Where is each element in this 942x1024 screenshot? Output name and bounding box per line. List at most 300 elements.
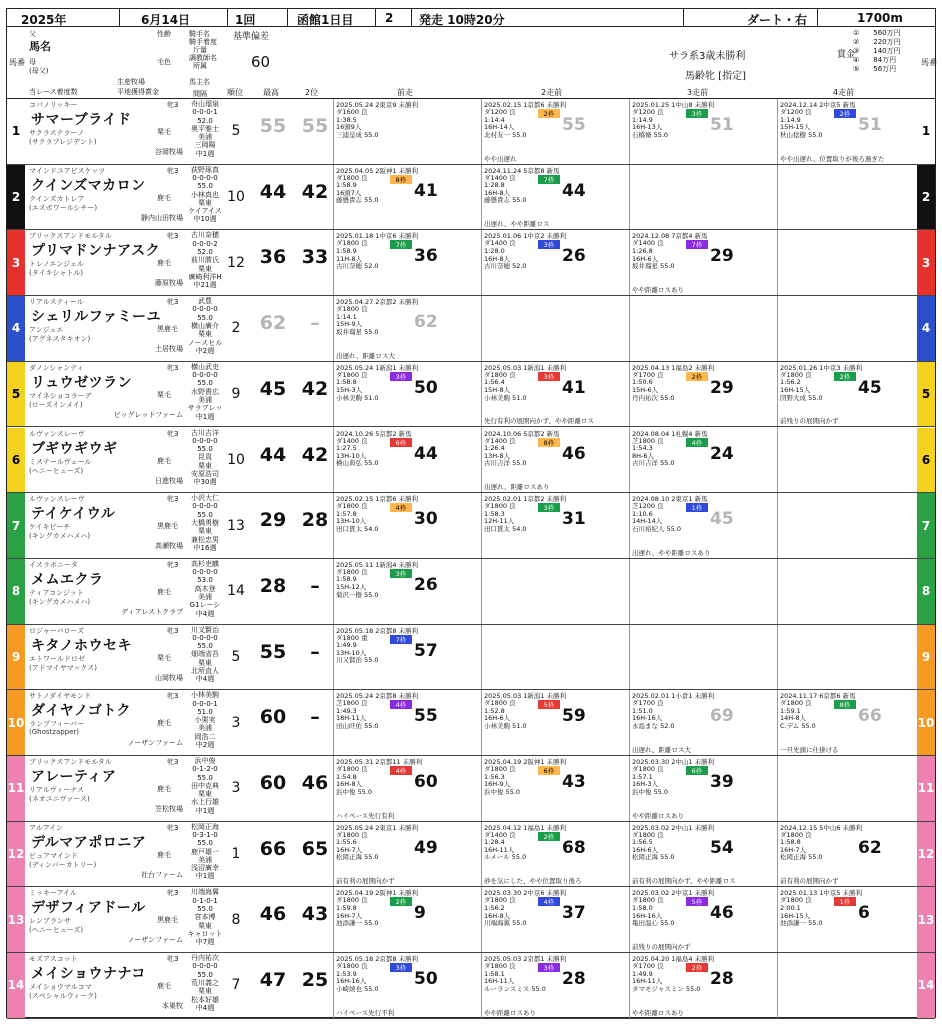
course: ダート・右 <box>747 13 808 27</box>
weight-head: 斤量 <box>193 46 207 54</box>
best-score: 60 <box>259 772 287 794</box>
rank: 3 <box>231 780 241 797</box>
best-score: 60 <box>259 706 287 729</box>
race-body-line: 1:59.8 <box>336 903 357 912</box>
race-body-line: 小崎綾也 55.0 <box>336 984 379 993</box>
horse-row <box>7 296 935 362</box>
race-body-line: 松岡正海 55.0 <box>632 853 675 862</box>
trainer: 高木登 <box>194 584 216 593</box>
race-body-line: 16H-13人 <box>632 123 663 132</box>
race-body-line: ダ1700 良 <box>632 962 664 971</box>
past-race[interactable] <box>481 99 629 164</box>
past-race[interactable] <box>777 165 925 230</box>
jockey: 小林美駒 <box>191 691 219 700</box>
umaban-head-right: 馬番 <box>921 58 937 67</box>
past-race[interactable] <box>777 756 925 821</box>
dam-name: クインズカトレア <box>29 194 85 203</box>
race-body-line: 16H-16人 <box>336 977 367 986</box>
race-body-line: 1:26.4 <box>484 444 505 453</box>
past-race[interactable] <box>777 99 925 164</box>
prev2-head: 2走前 <box>541 88 563 97</box>
jockey-info <box>187 691 223 749</box>
race-head: 2024.10.26 5京都2 新馬 <box>336 429 412 438</box>
year: 2025年 <box>21 13 67 27</box>
past-race[interactable] <box>481 756 629 821</box>
horse-name[interactable]: サマーブライド <box>31 112 132 128</box>
coat-head: 毛色 <box>157 58 171 66</box>
gate-badge: 3枠 <box>390 963 412 972</box>
best-score: 46 <box>259 903 287 926</box>
gate-badge: 4枠 <box>390 766 412 775</box>
past-race[interactable] <box>333 822 481 887</box>
race-note: 前有利の展開向かず <box>780 877 839 886</box>
jockey-record: 0-0-0-2 <box>192 239 218 248</box>
past-race[interactable] <box>481 953 629 1018</box>
race-head: 2025.05.03 1新潟1 未勝利 <box>484 363 567 372</box>
race-body-line: ダ1800 良 <box>336 502 368 511</box>
past-race[interactable] <box>481 362 629 427</box>
sire-name: ブリックスアンドモルタル <box>29 758 112 766</box>
race-body <box>632 700 675 730</box>
race-body-line: 1:54.3 <box>632 444 653 453</box>
race-body-line: ダ1600 良 <box>336 108 368 116</box>
gate-badge: 2枠 <box>834 109 856 118</box>
past-race[interactable] <box>777 690 925 755</box>
race-score: 60 <box>414 772 438 792</box>
race-body-line: ダ1800 良 <box>336 239 368 248</box>
jockey: 古川吉洋 <box>191 428 219 437</box>
race-body-line: 16H-8人 <box>336 780 363 789</box>
past-race[interactable] <box>777 559 925 624</box>
coat-color: 黒鹿毛 <box>157 522 178 531</box>
past-race[interactable] <box>333 493 481 558</box>
race-note: 前有利の展開向かず <box>336 877 395 886</box>
race-body-line: 1:58.8 <box>336 378 357 387</box>
horse-name[interactable]: シェリルファミーユ <box>31 309 161 326</box>
dam-name: ティアコンジット <box>29 588 84 597</box>
race-head: 2025.04.20 1福島4 未勝利 <box>632 955 715 964</box>
horse-number-right: 2 <box>917 165 935 230</box>
past-race[interactable] <box>481 690 629 755</box>
race-body-line: 1:56.4 <box>484 378 505 387</box>
past-race[interactable] <box>481 887 629 952</box>
coat-color: 栗毛 <box>157 390 171 399</box>
past-race[interactable] <box>777 296 925 361</box>
race-body-line: ダ1800 良 <box>336 305 368 314</box>
damsire-name: (ヘニーヒューズ) <box>29 466 84 475</box>
past-race[interactable] <box>333 887 481 952</box>
race-body-line: ダ1800 良 <box>336 830 368 839</box>
breeder: 高瀬牧場 <box>155 542 183 551</box>
race-score: 62 <box>414 312 438 333</box>
trainer: 小栗実 <box>194 716 216 725</box>
past-race[interactable] <box>481 559 629 624</box>
past-race[interactable] <box>777 428 925 493</box>
gate-badge: 2枠 <box>834 372 856 381</box>
past-race[interactable] <box>777 953 925 1018</box>
sire-name: ルヴァンスレーヴ <box>29 495 85 504</box>
horse-number-right: 4 <box>917 296 935 361</box>
race-body-line: 1:55.6 <box>336 838 357 847</box>
sex-age: 牝3 <box>167 626 179 635</box>
prize-label: 賞金 <box>837 50 856 60</box>
prize-1: ① 560万円 <box>853 29 901 37</box>
gate-badge: 7枠 <box>686 240 708 249</box>
horse-name[interactable]: テイケイウル <box>31 506 116 523</box>
race-head: 2025.04.05 2阪神1 未勝利 <box>336 166 419 175</box>
prize-earn-head: 平地獲得賞金 <box>117 88 159 96</box>
race-score: 44 <box>562 180 586 201</box>
horse-name[interactable]: キタノホウセキ <box>31 637 132 654</box>
damsire-name: (タイキシャトル) <box>29 269 84 278</box>
gate-badge: 6枠 <box>390 438 412 447</box>
second-score: – <box>310 640 320 663</box>
damsire-name: (アグネスタキオン) <box>29 335 91 344</box>
trainer: 畑端省吾 <box>191 650 219 659</box>
trainer: 奥平雅士 <box>191 124 219 133</box>
race-body-line: 1:28.0 <box>484 246 505 255</box>
gate-badge: 6枠 <box>686 766 708 775</box>
race-body-line: 16H-14人 <box>484 123 515 132</box>
interval-head: 間隔 <box>193 90 207 98</box>
race-body <box>484 109 527 139</box>
horse-name[interactable]: クインズマカロン <box>31 177 146 194</box>
trainer-head: 調教師名 <box>189 54 217 62</box>
race-body-line: 16H-11人 <box>484 845 515 854</box>
race-body-line: 1:14.1 <box>336 312 357 321</box>
race-note: 出遅れ、距離ロス大 <box>336 351 395 360</box>
gate-badge: 3枠 <box>686 109 708 118</box>
race-body-line: ダ1400 良 <box>484 239 516 248</box>
race-note: 先行有利の展開向かず、やや距離ロス <box>484 417 594 426</box>
past-race[interactable] <box>333 756 481 821</box>
past-race[interactable] <box>629 362 777 427</box>
race-body <box>780 372 823 402</box>
race-body-line: ダ1800 良 <box>336 370 368 379</box>
horse-number-right: 14 <box>917 953 935 1018</box>
race-head: 2024.10.06 5京都2 新馬 <box>484 429 560 438</box>
horse-name[interactable]: デザフィアドール <box>31 900 146 917</box>
race-body <box>336 569 379 599</box>
race-body <box>336 109 379 139</box>
base-label: 基準偏差 <box>233 32 270 42</box>
owner: G1レーシ <box>189 601 221 610</box>
record-head: 当レース着度数 <box>29 88 78 96</box>
race-body-line: 16H-7人 <box>336 845 363 854</box>
past-race[interactable] <box>629 822 777 887</box>
past-race[interactable] <box>777 625 925 690</box>
gate-badge: 3枠 <box>538 503 560 512</box>
race-body-line: ダ1400 良 <box>484 436 516 445</box>
prize-5: ⑤ 56万円 <box>853 65 897 73</box>
best-score: 55 <box>259 115 287 137</box>
horse-name[interactable]: リュウゼツラン <box>31 374 133 391</box>
race-score: 55 <box>562 115 586 135</box>
race-score: 62 <box>858 837 882 858</box>
weight: 55.0 <box>197 839 213 848</box>
past-race[interactable] <box>777 822 925 887</box>
race-body-line: 浜中俊 55.0 <box>336 787 373 796</box>
jockey: 古川奈穂 <box>191 231 219 240</box>
horse-name[interactable]: メイショウナナコ <box>31 966 146 983</box>
past-race[interactable] <box>629 428 777 493</box>
race-body <box>484 175 527 205</box>
belong: 栗東 <box>198 527 212 536</box>
owner: 岡浩二 <box>194 732 216 741</box>
base-value: 60 <box>251 53 271 71</box>
gate-badge: 4枠 <box>686 438 708 447</box>
weight: 55.0 <box>197 379 213 388</box>
past-race[interactable] <box>481 230 629 295</box>
past-race[interactable] <box>629 887 777 952</box>
horse-name[interactable]: アレーティア <box>31 769 117 785</box>
prize-list <box>853 29 901 74</box>
past-race[interactable] <box>333 99 481 164</box>
race-body-line: 松岡正海 55.0 <box>336 853 379 862</box>
horse-name[interactable]: ダイヤノゴトク <box>31 703 131 720</box>
race-score: 46 <box>710 903 734 924</box>
breeder-head: 生産牧場 <box>117 78 145 86</box>
jockey-info <box>187 231 223 289</box>
weight: 52.0 <box>197 116 213 125</box>
owner: 水上行雄 <box>191 798 219 807</box>
race-note: 前残りの展開向かず <box>780 417 839 426</box>
race-no: 2 <box>385 11 394 25</box>
race-body <box>484 766 520 796</box>
racecard-sheet <box>6 8 936 1018</box>
race-body-line: 12H-11人 <box>484 517 515 526</box>
race-body-line: 1:58.1 <box>484 969 505 978</box>
race-body-line: 16H-8人 <box>484 254 511 263</box>
race-body-line: ダ1800 良 <box>336 896 368 905</box>
gate-badge: 5枠 <box>686 897 708 906</box>
past-race[interactable] <box>481 625 629 690</box>
race-body <box>484 897 527 927</box>
second-score: – <box>310 312 320 335</box>
trainer: 水野貴広 <box>191 387 219 396</box>
past-race[interactable] <box>629 230 777 295</box>
belong: 栗東 <box>198 330 212 339</box>
past-race[interactable] <box>629 296 777 361</box>
sex-age: 牝3 <box>167 232 179 241</box>
past-race[interactable] <box>777 230 925 295</box>
past-race[interactable] <box>333 690 481 755</box>
horse-name[interactable]: プリマドンナアスク <box>31 243 161 260</box>
dam-name: アンジュエ <box>29 326 64 335</box>
horse-number: 9 <box>7 625 25 690</box>
past-race[interactable] <box>481 822 629 887</box>
past-race[interactable] <box>777 493 925 558</box>
second-score: 42 <box>301 377 329 400</box>
weight: 53.0 <box>197 576 213 585</box>
past-race[interactable] <box>629 690 777 755</box>
race-note: 出遅れ、距離ロス大 <box>632 745 691 754</box>
past-race[interactable] <box>333 428 481 493</box>
race-body <box>484 832 526 862</box>
rank: 8 <box>231 911 241 928</box>
dam-name: マイネショコラーデ <box>29 391 92 400</box>
race-body-line: 1:28.4 <box>484 838 505 847</box>
interval: 中7週 <box>195 938 215 947</box>
past-race[interactable] <box>481 493 629 558</box>
interval: 中16週 <box>193 543 217 552</box>
race-score: 24 <box>710 443 734 464</box>
race-head: 2025.05.18 2京都8 未勝利 <box>336 626 419 635</box>
damsire-name: (ディンバーカトリー) <box>29 860 97 869</box>
owner: 浅沼廣幸 <box>191 864 219 873</box>
race-head: 2025.02.15 1京都6 未勝利 <box>336 495 419 504</box>
past-race[interactable] <box>481 296 629 361</box>
trainer: 前川勝氏 <box>191 256 219 265</box>
past-race[interactable] <box>629 165 777 230</box>
dam-name: ランプフィーバー <box>29 720 85 729</box>
sex-age: 牝3 <box>167 955 179 964</box>
race-body-line: ダ1800 良 <box>780 699 812 708</box>
column-header <box>7 27 935 99</box>
past-race[interactable] <box>629 99 777 164</box>
race-head: 2024.12.15 5中山6 未勝利 <box>780 823 863 832</box>
race-score: 29 <box>710 377 734 398</box>
jockey-record: 0-0-0-0 <box>192 173 218 182</box>
past-race[interactable] <box>777 362 925 427</box>
race-head: 2025.05.24 2東京1 未勝利 <box>336 823 419 832</box>
rank: 1 <box>231 846 241 863</box>
race-head: 2025.04.19 2阪神1 未勝利 <box>336 889 419 898</box>
race-body <box>780 109 823 139</box>
race-body-line: 16H-3人 <box>632 780 659 789</box>
past-race[interactable] <box>629 953 777 1018</box>
second-score: 42 <box>301 180 329 203</box>
past-race[interactable] <box>333 953 481 1018</box>
prev1-head: 前走 <box>397 88 413 97</box>
horse-number-right: 8 <box>917 559 935 624</box>
race-body-line: 古川吉洋 55.0 <box>632 459 675 468</box>
coat-color: 黒鹿毛 <box>157 916 178 925</box>
race-head: 2024.11.17 6京都6 新馬 <box>780 692 856 701</box>
sire-name: ミッキーアイル <box>29 889 77 898</box>
gate-badge: 3枠 <box>390 569 412 578</box>
second-score: 65 <box>301 837 329 860</box>
race-head: 2025.05.03 2京都1 未勝利 <box>484 955 567 964</box>
race-body-line: 1:58.8 <box>780 838 801 847</box>
prev3-head: 3走前 <box>687 88 709 97</box>
best-score: 36 <box>259 246 287 269</box>
race-body-line: 16H-7人 <box>336 911 363 920</box>
gate-badge: 3枠 <box>538 963 560 972</box>
breeder: 本巣牧 <box>162 1002 183 1011</box>
past-race[interactable] <box>333 362 481 427</box>
race-body-line: 15H-9人 <box>336 320 363 329</box>
sire-name: ブリックスアンドモルタル <box>29 232 112 241</box>
past-race[interactable] <box>481 428 629 493</box>
past-race[interactable] <box>333 625 481 690</box>
race-score: 55 <box>414 706 438 727</box>
gate-badge: 6枠 <box>538 766 560 775</box>
race-body-line: ダ1800 重 <box>336 633 368 642</box>
interval: 中10週 <box>193 215 217 224</box>
best-score: 66 <box>259 837 287 860</box>
horse-name[interactable]: デルマアポロニア <box>31 834 147 851</box>
race-body-line: 1:57.1 <box>632 772 653 781</box>
horse-number-right: 12 <box>917 822 935 887</box>
breeder: ビッグレッドファーム <box>113 410 183 419</box>
breeder: ノーザンファーム <box>127 739 183 748</box>
horse-number: 2 <box>7 165 25 230</box>
past-race[interactable] <box>333 559 481 624</box>
weight: 55.0 <box>197 970 213 979</box>
race-body-line: 16H-8人 <box>484 911 511 920</box>
race-body-line: 丹内祐次 55.0 <box>632 393 675 402</box>
race-body-line: 16H-6人 <box>632 254 659 263</box>
race-score: 59 <box>562 706 586 727</box>
horse-number: 13 <box>7 887 25 952</box>
race-body-line: 秋山稔樹 55.0 <box>780 130 823 139</box>
jockey-record: 0-0-0-0 <box>192 371 218 380</box>
past-race[interactable] <box>777 887 925 952</box>
past-race[interactable] <box>629 756 777 821</box>
race-body-line: 1:26.8 <box>632 246 653 255</box>
sire-name: リアルスティール <box>29 298 84 307</box>
sex-age: 牝3 <box>167 429 179 438</box>
damsire-name: (ネオユニヴァース) <box>29 795 90 803</box>
coat-color: 栗毛 <box>157 128 171 136</box>
race-body-line: ダ1800 良 <box>632 830 664 839</box>
horse-name[interactable]: メムエクラ <box>31 571 104 588</box>
jockey-info <box>187 297 223 355</box>
damsire-name: (スペシャルウィーク) <box>29 992 97 1001</box>
best-score: 45 <box>259 377 287 400</box>
race-body-line: 16頭9人 <box>336 123 362 132</box>
horse-row <box>7 822 935 888</box>
past-race[interactable] <box>481 165 629 230</box>
sire-head: 父 <box>29 30 36 38</box>
race-body <box>336 635 379 665</box>
past-race[interactable] <box>333 296 481 361</box>
race-body-line: 1:58.0 <box>632 903 653 912</box>
horse-number-right: 5 <box>917 362 935 427</box>
past-race[interactable] <box>333 230 481 295</box>
past-race[interactable] <box>629 625 777 690</box>
interval: 中21週 <box>193 281 217 290</box>
race-body-line: ダ1200 良 <box>632 108 664 116</box>
owner: 北所直人 <box>191 667 219 676</box>
past-race[interactable] <box>629 559 777 624</box>
race-body-line: 小林美駒 51.0 <box>484 722 527 731</box>
horse-name[interactable]: ブギウギウギ <box>31 440 118 457</box>
race-body-line: 芝1200 良 <box>632 502 664 511</box>
sire-name: ルヴァンスレーヴ <box>29 429 85 438</box>
race-note: ハイペース先行有利 <box>336 811 395 820</box>
race-body-line: 16H-8人 <box>484 188 511 197</box>
past-race[interactable] <box>629 493 777 558</box>
race-body-line: 16H-7人 <box>780 845 807 854</box>
race-body <box>336 372 379 402</box>
horse-row <box>7 493 935 559</box>
breeder: 谷岡牧場 <box>155 148 183 156</box>
race-body <box>336 240 379 270</box>
second-score: – <box>310 706 320 729</box>
jockey-record: 0-1-0-1 <box>192 896 218 905</box>
owner-head: 馬主名 <box>189 78 210 86</box>
race-head: 2025.05.03 1新潟1 未勝利 <box>484 692 567 701</box>
race-body-line: C.デム 55.0 <box>780 722 816 731</box>
interval: 中30週 <box>193 478 217 487</box>
past-race[interactable] <box>333 165 481 230</box>
prize-4: ④ 84万円 <box>853 56 897 64</box>
race-note: 前有利の展開向かず、やや距離ロス <box>632 877 736 886</box>
best-score: 62 <box>259 312 287 335</box>
race-body <box>336 175 379 205</box>
